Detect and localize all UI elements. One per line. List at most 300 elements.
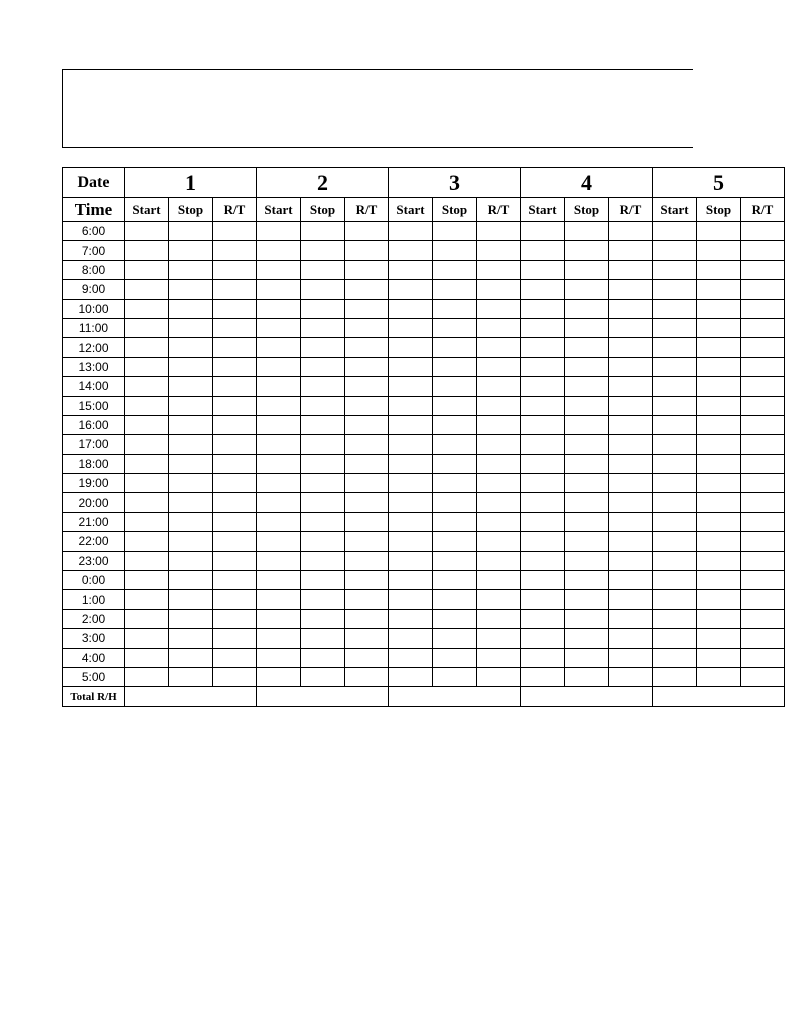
entry-cell[interactable] xyxy=(565,571,609,590)
entry-cell[interactable] xyxy=(169,396,213,415)
entry-cell[interactable] xyxy=(609,474,653,493)
entry-cell[interactable] xyxy=(389,280,433,299)
entry-cell[interactable] xyxy=(653,551,697,570)
entry-cell[interactable] xyxy=(521,648,565,667)
entry-cell[interactable] xyxy=(257,590,301,609)
entry-cell[interactable] xyxy=(433,435,477,454)
entry-cell[interactable] xyxy=(433,222,477,241)
entry-cell[interactable] xyxy=(521,493,565,512)
entry-cell[interactable] xyxy=(169,377,213,396)
total-cell[interactable] xyxy=(521,687,653,707)
entry-cell[interactable] xyxy=(565,280,609,299)
entry-cell[interactable] xyxy=(741,338,785,357)
entry-cell[interactable] xyxy=(169,415,213,434)
entry-cell[interactable] xyxy=(477,609,521,628)
entry-cell[interactable] xyxy=(257,338,301,357)
entry-cell[interactable] xyxy=(609,396,653,415)
entry-cell[interactable] xyxy=(301,377,345,396)
entry-cell[interactable] xyxy=(213,377,257,396)
entry-cell[interactable] xyxy=(433,377,477,396)
entry-cell[interactable] xyxy=(125,222,169,241)
entry-cell[interactable] xyxy=(389,590,433,609)
entry-cell[interactable] xyxy=(301,338,345,357)
entry-cell[interactable] xyxy=(697,241,741,260)
entry-cell[interactable] xyxy=(345,474,389,493)
entry-cell[interactable] xyxy=(257,512,301,531)
entry-cell[interactable] xyxy=(389,648,433,667)
entry-cell[interactable] xyxy=(697,454,741,473)
entry-cell[interactable] xyxy=(213,667,257,686)
entry-cell[interactable] xyxy=(433,667,477,686)
entry-cell[interactable] xyxy=(433,260,477,279)
entry-cell[interactable] xyxy=(345,609,389,628)
entry-cell[interactable] xyxy=(609,512,653,531)
entry-cell[interactable] xyxy=(389,222,433,241)
entry-cell[interactable] xyxy=(609,667,653,686)
entry-cell[interactable] xyxy=(169,590,213,609)
entry-cell[interactable] xyxy=(301,299,345,318)
entry-cell[interactable] xyxy=(477,493,521,512)
entry-cell[interactable] xyxy=(521,357,565,376)
entry-cell[interactable] xyxy=(609,648,653,667)
entry-cell[interactable] xyxy=(653,338,697,357)
entry-cell[interactable] xyxy=(653,648,697,667)
entry-cell[interactable] xyxy=(389,454,433,473)
entry-cell[interactable] xyxy=(653,260,697,279)
entry-cell[interactable] xyxy=(697,415,741,434)
entry-cell[interactable] xyxy=(257,474,301,493)
entry-cell[interactable] xyxy=(213,629,257,648)
entry-cell[interactable] xyxy=(257,260,301,279)
entry-cell[interactable] xyxy=(565,299,609,318)
entry-cell[interactable] xyxy=(477,571,521,590)
entry-cell[interactable] xyxy=(565,415,609,434)
entry-cell[interactable] xyxy=(213,532,257,551)
entry-cell[interactable] xyxy=(257,222,301,241)
entry-cell[interactable] xyxy=(213,493,257,512)
entry-cell[interactable] xyxy=(257,667,301,686)
entry-cell[interactable] xyxy=(741,222,785,241)
entry-cell[interactable] xyxy=(345,532,389,551)
entry-cell[interactable] xyxy=(653,280,697,299)
entry-cell[interactable] xyxy=(565,260,609,279)
total-cell[interactable] xyxy=(257,687,389,707)
total-cell[interactable] xyxy=(389,687,521,707)
entry-cell[interactable] xyxy=(521,474,565,493)
entry-cell[interactable] xyxy=(257,357,301,376)
entry-cell[interactable] xyxy=(301,571,345,590)
entry-cell[interactable] xyxy=(653,396,697,415)
entry-cell[interactable] xyxy=(389,609,433,628)
entry-cell[interactable] xyxy=(389,318,433,337)
entry-cell[interactable] xyxy=(433,629,477,648)
entry-cell[interactable] xyxy=(169,338,213,357)
entry-cell[interactable] xyxy=(521,260,565,279)
entry-cell[interactable] xyxy=(345,338,389,357)
entry-cell[interactable] xyxy=(257,435,301,454)
entry-cell[interactable] xyxy=(609,571,653,590)
entry-cell[interactable] xyxy=(389,493,433,512)
entry-cell[interactable] xyxy=(301,318,345,337)
entry-cell[interactable] xyxy=(565,629,609,648)
entry-cell[interactable] xyxy=(125,493,169,512)
entry-cell[interactable] xyxy=(169,280,213,299)
entry-cell[interactable] xyxy=(477,299,521,318)
entry-cell[interactable] xyxy=(389,338,433,357)
entry-cell[interactable] xyxy=(345,629,389,648)
entry-cell[interactable] xyxy=(389,241,433,260)
entry-cell[interactable] xyxy=(565,667,609,686)
entry-cell[interactable] xyxy=(433,474,477,493)
entry-cell[interactable] xyxy=(389,377,433,396)
entry-cell[interactable] xyxy=(741,241,785,260)
entry-cell[interactable] xyxy=(301,280,345,299)
entry-cell[interactable] xyxy=(477,435,521,454)
entry-cell[interactable] xyxy=(477,396,521,415)
entry-cell[interactable] xyxy=(125,280,169,299)
entry-cell[interactable] xyxy=(301,415,345,434)
entry-cell[interactable] xyxy=(301,512,345,531)
entry-cell[interactable] xyxy=(741,318,785,337)
entry-cell[interactable] xyxy=(125,435,169,454)
entry-cell[interactable] xyxy=(521,299,565,318)
entry-cell[interactable] xyxy=(169,299,213,318)
entry-cell[interactable] xyxy=(169,493,213,512)
entry-cell[interactable] xyxy=(301,454,345,473)
entry-cell[interactable] xyxy=(213,474,257,493)
entry-cell[interactable] xyxy=(345,648,389,667)
entry-cell[interactable] xyxy=(345,241,389,260)
entry-cell[interactable] xyxy=(169,357,213,376)
entry-cell[interactable] xyxy=(741,377,785,396)
entry-cell[interactable] xyxy=(433,648,477,667)
entry-cell[interactable] xyxy=(741,648,785,667)
entry-cell[interactable] xyxy=(741,532,785,551)
entry-cell[interactable] xyxy=(213,551,257,570)
entry-cell[interactable] xyxy=(565,377,609,396)
entry-cell[interactable] xyxy=(345,667,389,686)
entry-cell[interactable] xyxy=(609,493,653,512)
entry-cell[interactable] xyxy=(697,260,741,279)
entry-cell[interactable] xyxy=(697,318,741,337)
entry-cell[interactable] xyxy=(213,590,257,609)
entry-cell[interactable] xyxy=(565,318,609,337)
entry-cell[interactable] xyxy=(125,609,169,628)
entry-cell[interactable] xyxy=(653,571,697,590)
entry-cell[interactable] xyxy=(521,338,565,357)
entry-cell[interactable] xyxy=(213,648,257,667)
entry-cell[interactable] xyxy=(257,377,301,396)
entry-cell[interactable] xyxy=(433,590,477,609)
entry-cell[interactable] xyxy=(609,318,653,337)
entry-cell[interactable] xyxy=(741,357,785,376)
entry-cell[interactable] xyxy=(125,648,169,667)
entry-cell[interactable] xyxy=(213,299,257,318)
entry-cell[interactable] xyxy=(389,260,433,279)
entry-cell[interactable] xyxy=(697,532,741,551)
entry-cell[interactable] xyxy=(345,357,389,376)
entry-cell[interactable] xyxy=(169,609,213,628)
entry-cell[interactable] xyxy=(741,260,785,279)
entry-cell[interactable] xyxy=(609,629,653,648)
entry-cell[interactable] xyxy=(477,454,521,473)
entry-cell[interactable] xyxy=(125,377,169,396)
entry-cell[interactable] xyxy=(213,415,257,434)
entry-cell[interactable] xyxy=(125,551,169,570)
entry-cell[interactable] xyxy=(521,435,565,454)
entry-cell[interactable] xyxy=(653,435,697,454)
entry-cell[interactable] xyxy=(125,241,169,260)
entry-cell[interactable] xyxy=(125,357,169,376)
entry-cell[interactable] xyxy=(477,318,521,337)
entry-cell[interactable] xyxy=(609,551,653,570)
entry-cell[interactable] xyxy=(565,454,609,473)
entry-cell[interactable] xyxy=(609,590,653,609)
entry-cell[interactable] xyxy=(213,512,257,531)
entry-cell[interactable] xyxy=(125,318,169,337)
entry-cell[interactable] xyxy=(301,222,345,241)
entry-cell[interactable] xyxy=(521,667,565,686)
entry-cell[interactable] xyxy=(521,629,565,648)
entry-cell[interactable] xyxy=(169,667,213,686)
entry-cell[interactable] xyxy=(169,512,213,531)
entry-cell[interactable] xyxy=(169,222,213,241)
entry-cell[interactable] xyxy=(653,357,697,376)
entry-cell[interactable] xyxy=(301,590,345,609)
entry-cell[interactable] xyxy=(609,280,653,299)
entry-cell[interactable] xyxy=(697,435,741,454)
entry-cell[interactable] xyxy=(697,474,741,493)
entry-cell[interactable] xyxy=(345,512,389,531)
entry-cell[interactable] xyxy=(257,241,301,260)
entry-cell[interactable] xyxy=(697,551,741,570)
entry-cell[interactable] xyxy=(741,415,785,434)
entry-cell[interactable] xyxy=(477,551,521,570)
entry-cell[interactable] xyxy=(477,377,521,396)
entry-cell[interactable] xyxy=(609,357,653,376)
entry-cell[interactable] xyxy=(697,357,741,376)
entry-cell[interactable] xyxy=(477,474,521,493)
entry-cell[interactable] xyxy=(433,415,477,434)
entry-cell[interactable] xyxy=(565,435,609,454)
entry-cell[interactable] xyxy=(213,222,257,241)
entry-cell[interactable] xyxy=(741,280,785,299)
entry-cell[interactable] xyxy=(345,454,389,473)
entry-cell[interactable] xyxy=(653,454,697,473)
entry-cell[interactable] xyxy=(213,396,257,415)
entry-cell[interactable] xyxy=(653,629,697,648)
entry-cell[interactable] xyxy=(301,260,345,279)
entry-cell[interactable] xyxy=(213,241,257,260)
entry-cell[interactable] xyxy=(169,318,213,337)
entry-cell[interactable] xyxy=(697,338,741,357)
entry-cell[interactable] xyxy=(389,667,433,686)
entry-cell[interactable] xyxy=(125,590,169,609)
entry-cell[interactable] xyxy=(609,609,653,628)
entry-cell[interactable] xyxy=(169,260,213,279)
entry-cell[interactable] xyxy=(697,648,741,667)
entry-cell[interactable] xyxy=(257,609,301,628)
entry-cell[interactable] xyxy=(125,454,169,473)
entry-cell[interactable] xyxy=(609,415,653,434)
entry-cell[interactable] xyxy=(653,667,697,686)
entry-cell[interactable] xyxy=(609,260,653,279)
entry-cell[interactable] xyxy=(741,609,785,628)
entry-cell[interactable] xyxy=(169,474,213,493)
entry-cell[interactable] xyxy=(213,571,257,590)
entry-cell[interactable] xyxy=(345,222,389,241)
entry-cell[interactable] xyxy=(345,415,389,434)
entry-cell[interactable] xyxy=(125,396,169,415)
entry-cell[interactable] xyxy=(477,532,521,551)
entry-cell[interactable] xyxy=(345,590,389,609)
entry-cell[interactable] xyxy=(521,318,565,337)
entry-cell[interactable] xyxy=(521,222,565,241)
entry-cell[interactable] xyxy=(477,590,521,609)
entry-cell[interactable] xyxy=(389,474,433,493)
entry-cell[interactable] xyxy=(521,532,565,551)
entry-cell[interactable] xyxy=(521,280,565,299)
entry-cell[interactable] xyxy=(433,338,477,357)
entry-cell[interactable] xyxy=(345,435,389,454)
entry-cell[interactable] xyxy=(521,551,565,570)
entry-cell[interactable] xyxy=(609,222,653,241)
entry-cell[interactable] xyxy=(345,571,389,590)
entry-cell[interactable] xyxy=(477,241,521,260)
entry-cell[interactable] xyxy=(257,532,301,551)
entry-cell[interactable] xyxy=(697,299,741,318)
entry-cell[interactable] xyxy=(697,629,741,648)
entry-cell[interactable] xyxy=(257,493,301,512)
entry-cell[interactable] xyxy=(257,280,301,299)
entry-cell[interactable] xyxy=(389,571,433,590)
entry-cell[interactable] xyxy=(169,454,213,473)
entry-cell[interactable] xyxy=(741,551,785,570)
entry-cell[interactable] xyxy=(653,415,697,434)
entry-cell[interactable] xyxy=(301,493,345,512)
entry-cell[interactable] xyxy=(301,551,345,570)
entry-cell[interactable] xyxy=(389,415,433,434)
entry-cell[interactable] xyxy=(433,318,477,337)
entry-cell[interactable] xyxy=(565,241,609,260)
entry-cell[interactable] xyxy=(301,609,345,628)
entry-cell[interactable] xyxy=(477,667,521,686)
entry-cell[interactable] xyxy=(345,299,389,318)
entry-cell[interactable] xyxy=(213,435,257,454)
entry-cell[interactable] xyxy=(565,609,609,628)
entry-cell[interactable] xyxy=(653,241,697,260)
entry-cell[interactable] xyxy=(609,299,653,318)
entry-cell[interactable] xyxy=(609,338,653,357)
entry-cell[interactable] xyxy=(521,590,565,609)
entry-cell[interactable] xyxy=(653,299,697,318)
entry-cell[interactable] xyxy=(213,357,257,376)
entry-cell[interactable] xyxy=(609,532,653,551)
entry-cell[interactable] xyxy=(301,396,345,415)
entry-cell[interactable] xyxy=(345,493,389,512)
entry-cell[interactable] xyxy=(697,571,741,590)
entry-cell[interactable] xyxy=(433,512,477,531)
entry-cell[interactable] xyxy=(653,493,697,512)
entry-cell[interactable] xyxy=(257,454,301,473)
entry-cell[interactable] xyxy=(565,474,609,493)
entry-cell[interactable] xyxy=(125,629,169,648)
entry-cell[interactable] xyxy=(741,512,785,531)
entry-cell[interactable] xyxy=(169,551,213,570)
entry-cell[interactable] xyxy=(741,667,785,686)
entry-cell[interactable] xyxy=(213,260,257,279)
entry-cell[interactable] xyxy=(697,512,741,531)
entry-cell[interactable] xyxy=(565,357,609,376)
entry-cell[interactable] xyxy=(257,396,301,415)
entry-cell[interactable] xyxy=(477,357,521,376)
entry-cell[interactable] xyxy=(697,377,741,396)
entry-cell[interactable] xyxy=(257,415,301,434)
entry-cell[interactable] xyxy=(345,396,389,415)
entry-cell[interactable] xyxy=(521,454,565,473)
entry-cell[interactable] xyxy=(301,474,345,493)
entry-cell[interactable] xyxy=(477,512,521,531)
entry-cell[interactable] xyxy=(609,377,653,396)
entry-cell[interactable] xyxy=(433,551,477,570)
entry-cell[interactable] xyxy=(213,454,257,473)
entry-cell[interactable] xyxy=(521,241,565,260)
entry-cell[interactable] xyxy=(477,338,521,357)
entry-cell[interactable] xyxy=(345,551,389,570)
entry-cell[interactable] xyxy=(477,648,521,667)
entry-cell[interactable] xyxy=(301,648,345,667)
entry-cell[interactable] xyxy=(565,532,609,551)
entry-cell[interactable] xyxy=(609,435,653,454)
entry-cell[interactable] xyxy=(521,415,565,434)
entry-cell[interactable] xyxy=(389,299,433,318)
entry-cell[interactable] xyxy=(477,415,521,434)
entry-cell[interactable] xyxy=(741,474,785,493)
entry-cell[interactable] xyxy=(609,454,653,473)
entry-cell[interactable] xyxy=(653,222,697,241)
entry-cell[interactable] xyxy=(653,590,697,609)
entry-cell[interactable] xyxy=(125,667,169,686)
entry-cell[interactable] xyxy=(301,357,345,376)
entry-cell[interactable] xyxy=(477,280,521,299)
total-cell[interactable] xyxy=(653,687,785,707)
entry-cell[interactable] xyxy=(741,396,785,415)
entry-cell[interactable] xyxy=(257,551,301,570)
entry-cell[interactable] xyxy=(433,280,477,299)
entry-cell[interactable] xyxy=(433,454,477,473)
entry-cell[interactable] xyxy=(125,512,169,531)
entry-cell[interactable] xyxy=(257,299,301,318)
entry-cell[interactable] xyxy=(565,551,609,570)
entry-cell[interactable] xyxy=(741,299,785,318)
entry-cell[interactable] xyxy=(433,609,477,628)
entry-cell[interactable] xyxy=(477,260,521,279)
entry-cell[interactable] xyxy=(697,609,741,628)
entry-cell[interactable] xyxy=(433,241,477,260)
entry-cell[interactable] xyxy=(169,629,213,648)
entry-cell[interactable] xyxy=(565,590,609,609)
entry-cell[interactable] xyxy=(169,532,213,551)
entry-cell[interactable] xyxy=(565,512,609,531)
entry-cell[interactable] xyxy=(477,629,521,648)
entry-cell[interactable] xyxy=(653,512,697,531)
entry-cell[interactable] xyxy=(213,318,257,337)
entry-cell[interactable] xyxy=(433,396,477,415)
entry-cell[interactable] xyxy=(389,532,433,551)
entry-cell[interactable] xyxy=(653,377,697,396)
entry-cell[interactable] xyxy=(213,338,257,357)
entry-cell[interactable] xyxy=(301,241,345,260)
